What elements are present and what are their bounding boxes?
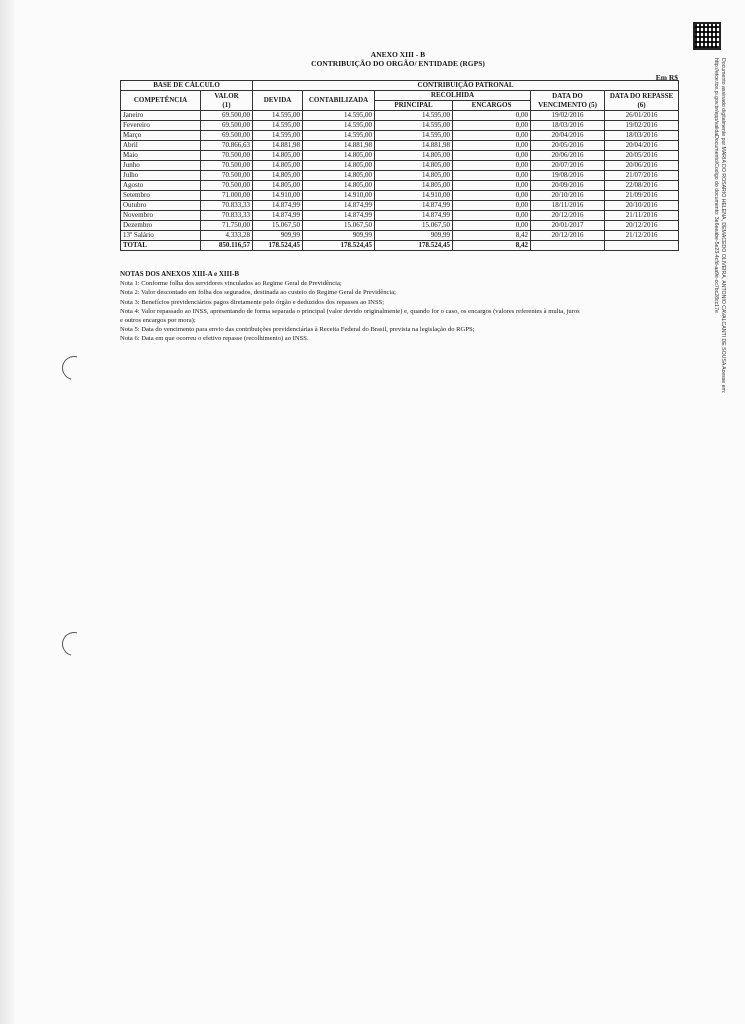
cell-principal: 14.595,00 [375,121,453,131]
header-devida: DEVIDA [253,91,303,111]
cell-principal: 14.874,99 [375,201,453,211]
cell-devida: 14.805,00 [253,161,303,171]
header-valor-note: (1) [222,100,231,109]
note-item: Nota 4: Valor repassado ao INSS, apresentando de forma separada o principal (valor devido originalmente) e, quando for o caso, os encargos (valores referentes à multa, juros e outros encargos por mora); [120,307,580,325]
cell-vencimento: 20/10/2016 [531,191,605,201]
note-item: Nota 2: Valor descontado em folha dos segurados, destinada ao custeio do Regime Geral de Previdência; [120,289,397,297]
cell-vencimento: 19/08/2016 [531,171,605,181]
header-encargos: ENCARGOS [453,101,531,111]
cell-encargos: 0,00 [453,171,531,181]
table-body [121,111,679,241]
cell-encargos: 0,00 [453,121,531,131]
cell-competencia: Outubro [121,201,201,211]
cell-repasse: 18/03/2016 [605,131,679,141]
cell-competencia: Março [121,131,201,141]
cell-valor: 70.500,00 [201,171,253,181]
cell-repasse: 20/04/2016 [605,141,679,151]
punch-hole [58,628,91,661]
cell-contabilizada: 15.067,50 [303,221,375,231]
cell-valor: 69.500,00 [201,111,253,121]
page-edge [0,0,14,1024]
cell-vencimento: 19/02/2016 [531,111,605,121]
cell-encargos: 0,00 [453,151,531,161]
cell-repasse: 26/01/2016 [605,111,679,121]
table-row [121,121,679,131]
cell-principal: 14.805,00 [375,161,453,171]
cell-valor: 70.500,00 [201,151,253,161]
cell-principal: 14.805,00 [375,171,453,181]
table-row [121,181,679,191]
cell-competencia: Fevereiro [121,121,201,131]
currency-unit: Em R$ [655,73,678,82]
table-row [121,141,679,151]
cell-encargos: 0,00 [453,191,531,201]
cell-contabilizada: 14.805,00 [303,171,375,181]
table-row [121,161,679,171]
cell-valor: 70.500,00 [201,181,253,191]
qr-code-icon [693,22,721,50]
total-encargos: 8,42 [453,241,531,251]
cell-contabilizada: 14.805,00 [303,181,375,191]
note-item: Nota 1: Conforme folha dos servidores vinculados ao Regime Geral de Previdência; [120,280,342,288]
cell-principal: 14.805,00 [375,151,453,161]
digital-signature-text: Documento assinado digitalmente por MARIA DO ROSARIO HELENA, DEMACEDO OLIVEIRA, ANTONIO CAVALCANTI DE SOUSA Acesse em: http://etce.tce.pi.gov.br/epp/validaDocumento/Codigo do documento: 3e6eeabe-5e23-4cfd-aa9e-cc7bc28cc17e [713,58,726,394]
table-row [121,201,679,211]
header-contribuicao-patronal: CONTRIBUIÇÃO PATRONAL [253,81,679,91]
cell-valor: 69.500,00 [201,121,253,131]
cell-competencia: Setembro [121,191,201,201]
total-valor: 850.116,57 [201,241,253,251]
cell-principal: 909,99 [375,231,453,241]
notes-title: NOTAS DOS ANEXOS XIII-A e XIII-B [120,270,240,278]
cell-repasse: 20/10/2016 [605,201,679,211]
table-row [121,131,679,141]
cell-repasse: 22/08/2016 [605,181,679,191]
cell-competencia: Dezembro [121,221,201,231]
cell-competencia: Agosto [121,181,201,191]
cell-principal: 14.595,00 [375,131,453,141]
cell-principal: 14.595,00 [375,111,453,121]
cell-valor: 71.000,00 [201,191,253,201]
cell-encargos: 0,00 [453,221,531,231]
cell-encargos: 0,00 [453,211,531,221]
total-contabilizada: 178.524,45 [303,241,375,251]
cell-devida: 14.595,00 [253,131,303,141]
header-valor-label: VALOR [214,91,239,100]
notes-section [120,270,580,344]
cell-contabilizada: 14.805,00 [303,161,375,171]
cell-repasse: 20/05/2016 [605,151,679,161]
header-recolhida: RECOLHIDA [375,91,531,101]
cell-devida: 14.805,00 [253,151,303,161]
cell-repasse: 21/09/2016 [605,191,679,201]
header-data-vencimento: DATA DO VENCIMENTO (5) [531,91,605,111]
table-row [121,221,679,231]
cell-devida: 909,99 [253,231,303,241]
cell-devida: 14.910,00 [253,191,303,201]
total-repasse-empty [605,241,679,251]
note-item: Nota 5: Data do vencimento para envio das contribuições previdenciárias à Receita Federal do Brasil, prevista na legislação do RGPS; [120,326,475,334]
table-row [121,171,679,181]
cell-encargos: 0,00 [453,201,531,211]
total-row [121,241,679,251]
cell-encargos: 0,00 [453,111,531,121]
cell-competencia: Maio [121,151,201,161]
cell-competencia: Novembro [121,211,201,221]
cell-valor: 70.866,63 [201,141,253,151]
page-title: ANEXO XIII - B [370,50,426,59]
cell-vencimento: 20/07/2016 [531,161,605,171]
cell-encargos: 0,00 [453,141,531,151]
cell-vencimento: 20/06/2016 [531,151,605,161]
cell-repasse: 20/12/2016 [605,221,679,231]
cell-devida: 14.805,00 [253,181,303,191]
punch-hole [58,352,91,385]
cell-principal: 15.067,50 [375,221,453,231]
cell-vencimento: 20/12/2016 [531,231,605,241]
cell-devida: 14.595,00 [253,121,303,131]
cell-repasse: 19/02/2016 [605,121,679,131]
header-base-calculo: BASE DE CÁLCULO [121,81,253,91]
cell-devida: 14.874,99 [253,211,303,221]
cell-vencimento: 20/05/2016 [531,141,605,151]
cell-repasse: 20/06/2016 [605,161,679,171]
cell-encargos: 0,00 [453,161,531,171]
header-contabilizada: CONTABILIZADA [303,91,375,111]
cell-principal: 14.805,00 [375,181,453,191]
cell-contabilizada: 14.874,99 [303,211,375,221]
cell-principal: 14.910,00 [375,191,453,201]
note-item: Nota 6: Data em que ocorreu o efetivo repasse (recolhimento) ao INSS. [120,335,309,343]
cell-devida: 14.874,99 [253,201,303,211]
cell-encargos: 8,42 [453,231,531,241]
cell-vencimento: 20/04/2016 [531,131,605,141]
cell-valor: 4.333,28 [201,231,253,241]
page-subtitle: CONTRIBUIÇÃO DO ORGÃO/ ENTIDADE (RGPS) [311,59,485,68]
note-item: Nota 3: Benefícios previdenciários pagos diretamente pelo órgão e deduzidos dos repasses ao INSS; [120,298,385,306]
cell-contabilizada: 14.595,00 [303,121,375,131]
table-row [121,231,679,241]
cell-valor: 70.500,00 [201,161,253,171]
total-label: TOTAL [121,241,201,251]
cell-principal: 14.881,98 [375,141,453,151]
cell-valor: 69.500,00 [201,131,253,141]
cell-vencimento: 18/03/2016 [531,121,605,131]
cell-repasse: 21/12/2016 [605,231,679,241]
cell-contabilizada: 14.910,00 [303,191,375,201]
table-row [121,211,679,221]
total-vencimento-empty [531,241,605,251]
cell-vencimento: 20/01/2017 [531,221,605,231]
total-devida: 178.524,45 [253,241,303,251]
cell-competencia: Abril [121,141,201,151]
table-row [121,111,679,121]
cell-contabilizada: 14.874,99 [303,201,375,211]
cell-devida: 14.881,98 [253,141,303,151]
table-row [121,191,679,201]
header-valor [201,91,253,111]
cell-devida: 14.595,00 [253,111,303,121]
cell-repasse: 21/07/2016 [605,171,679,181]
cell-principal: 14.874,99 [375,211,453,221]
header-data-repasse: DATA DO REPASSE (6) [605,91,679,111]
cell-competencia: Janeiro [121,111,201,121]
cell-competencia: 13º Salário [121,231,201,241]
cell-encargos: 0,00 [453,181,531,191]
cell-repasse: 21/11/2016 [605,211,679,221]
cell-vencimento: 18/11/2016 [531,201,605,211]
cell-devida: 14.805,00 [253,171,303,181]
header-principal: PRINCIPAL [375,101,453,111]
cell-competencia: Julho [121,171,201,181]
cell-encargos: 0,00 [453,131,531,141]
cell-valor: 70.833,33 [201,211,253,221]
total-principal: 178.524,45 [375,241,453,251]
cell-contabilizada: 14.595,00 [303,111,375,121]
cell-vencimento: 20/09/2016 [531,181,605,191]
contribution-table [120,80,679,251]
cell-contabilizada: 14.595,00 [303,131,375,141]
cell-contabilizada: 909,99 [303,231,375,241]
cell-contabilizada: 14.805,00 [303,151,375,161]
header-competencia: COMPETÊNCIA [121,91,201,111]
cell-vencimento: 20/12/2016 [531,211,605,221]
table-row [121,151,679,161]
cell-valor: 70.833,33 [201,201,253,211]
cell-valor: 71.750,00 [201,221,253,231]
cell-competencia: Junho [121,161,201,171]
cell-contabilizada: 14.881,98 [303,141,375,151]
cell-devida: 15.067,50 [253,221,303,231]
